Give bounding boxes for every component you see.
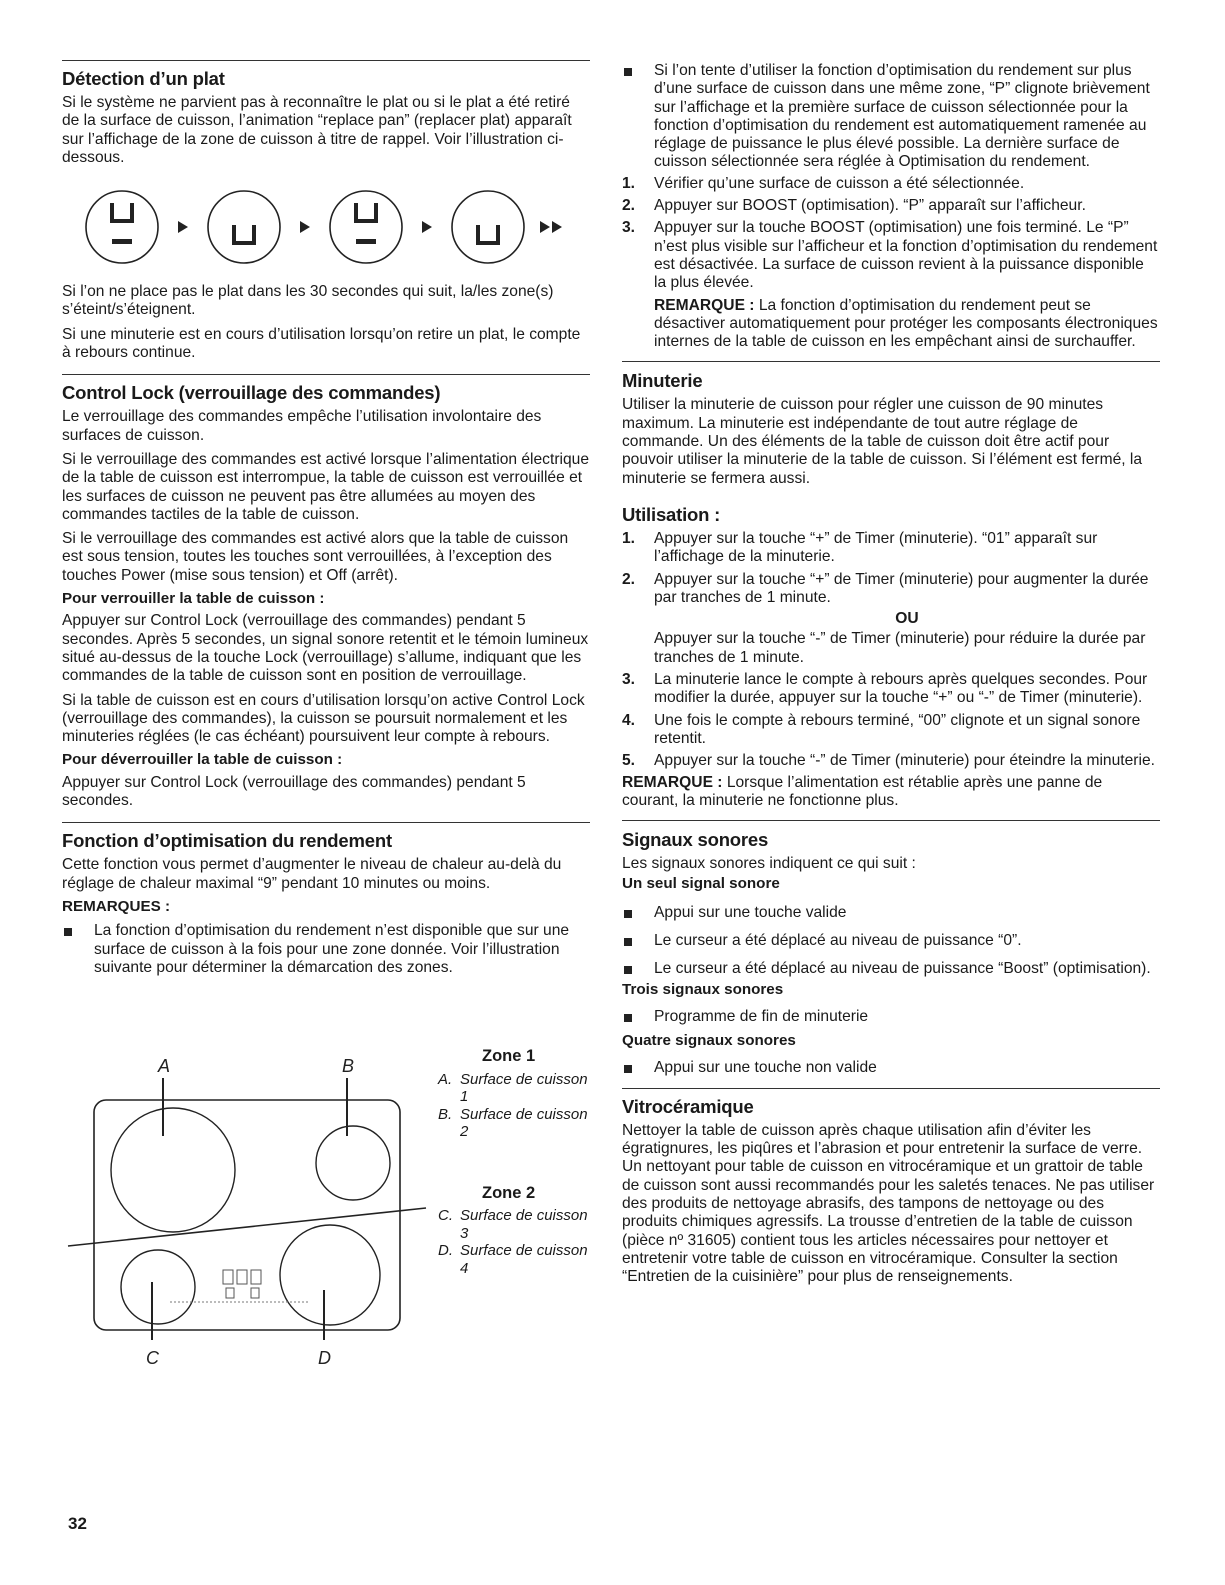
page-number: 32 bbox=[68, 1514, 87, 1533]
lock-paragraph-5: Si la table de cuisson est en cours d’utilisation lorsqu’on active Control Lock (verrouillage des commandes), la cuisson se poursuit normalement et les minuteries réglées (le cas échéant) poursuivent leur compte à rebours. bbox=[62, 691, 585, 746]
zone2-title: Zone 2 bbox=[482, 1183, 536, 1202]
pan-icon-3 bbox=[330, 191, 402, 263]
zone-divider bbox=[68, 1208, 426, 1246]
minuterie-paragraph: Utiliser la minuterie de cuisson pour régler une cuisson de 90 minutes maximum. La minuterie est indépendante de tout autre réglage de commande. Un des éléments de la table de cuisson doit être actif pour pouvoir utiliser la minuterie de la table de cuisson. Si l’élément est fermé, la minuterie se fermera aussi. bbox=[622, 396, 1143, 487]
boost-paragraph: Cette fonction vous permet d’augmenter le niveau de chaleur au-delà du réglage de chaleur maximal “9” pendant 10 minutes ou moins. bbox=[62, 856, 562, 892]
pan-icon-2 bbox=[208, 191, 280, 263]
control-display bbox=[223, 1270, 233, 1284]
heading-detection: Détection d’un plat bbox=[62, 68, 225, 89]
section-divider bbox=[622, 1088, 1160, 1089]
legend-item: C. Surface de cuisson 3 bbox=[438, 1207, 588, 1242]
burner-2 bbox=[316, 1126, 390, 1200]
list-item: Le curseur a été déplacé au niveau de puissance “0”. bbox=[622, 932, 1160, 950]
burner-4 bbox=[280, 1225, 380, 1325]
arrow-icon bbox=[300, 221, 310, 233]
detection-paragraph-3: Si une minuterie est en cours d’utilisation lorsqu’on retire un plat, le compte à rebours continue. bbox=[62, 325, 581, 362]
legend-item: A. Surface de cuisson 1 bbox=[438, 1070, 588, 1105]
list-item: Appui sur une touche non valide bbox=[622, 1059, 1160, 1077]
step-alt: Appuyer sur la touche “-” de Timer (minuterie) pour réduire la durée par tranches de 1 minute. bbox=[654, 630, 1146, 666]
section-divider bbox=[62, 374, 590, 375]
four-beep-heading: Quatre signaux sonores bbox=[622, 1032, 796, 1050]
step: 5. Appuyer sur la touche “-” de Timer (minuterie) pour éteindre la minuterie. bbox=[622, 752, 1155, 770]
label-c: C bbox=[146, 1348, 159, 1368]
step: 1. Vérifier qu’une surface de cuisson a été sélectionnée. bbox=[622, 174, 1025, 192]
unlock-subheading: Pour déverrouiller la table de cuisson : bbox=[62, 751, 343, 769]
replace-pan-animation bbox=[62, 181, 590, 273]
detection-paragraph-1: Si le système ne parvient pas à reconnaître le plat ou si le plat a été retiré de la surface de cuisson, l’animation “replace pan” (replacer plat) apparaît sur l’affichage de la zone de cuisson à titre de rappel. Voir l’illustration ci-dessous. bbox=[62, 94, 572, 166]
boost-steps bbox=[622, 175, 1160, 293]
label-b: B bbox=[342, 1056, 355, 1076]
timer-steps bbox=[622, 530, 1160, 771]
zone1-title: Zone 1 bbox=[482, 1047, 536, 1065]
arrow-icon bbox=[422, 221, 432, 233]
section-divider bbox=[62, 60, 590, 61]
cooktop-zone-diagram bbox=[60, 1050, 430, 1380]
lock-paragraph-4: Appuyer sur Control Lock (verrouillage des commandes) pendant 5 secondes. Après 5 secondes, un signal sonore retentit et le témoin lumineux situé au-dessus de la touche Lock (verrouillage) s’allume, indiquant que les commandes de la table de cuisson sont en position de verrouillage. bbox=[62, 612, 589, 685]
left-column bbox=[62, 60, 590, 977]
remarques-heading: REMARQUES : bbox=[62, 897, 171, 915]
burner-1 bbox=[111, 1108, 235, 1232]
three-beep-heading: Trois signaux sonores bbox=[622, 980, 784, 998]
boost-notes-list bbox=[622, 62, 1160, 172]
right-column bbox=[622, 62, 1160, 1286]
step: 1. Appuyer sur la touche “+” de Timer (minuterie). “01” apparaît sur l’affichage de la minuterie. bbox=[622, 529, 1098, 566]
legend-item: D. Surface de cuisson 4 bbox=[438, 1242, 588, 1277]
heading-boost: Fonction d’optimisation du rendement bbox=[62, 830, 392, 852]
step: 4. Une fois le compte à rebours terminé, “00” clignote et un signal sonore retentit. bbox=[622, 711, 1141, 747]
list-item: Si l’on tente d’utiliser la fonction d’optimisation du rendement sur plus d’une surface de cuisson dans une même zone, “P” clignote brièvement sur l’affichage et la première surface de cuisson sélectionnée pour la fonction d’optimisation du rendement est automatiquement ramenée au réglage de puissance le plus élevé possible. La dernière surface de cuisson sélectionnée sera réglée à Optimisation du rendement. bbox=[622, 62, 1160, 172]
one-beep-heading: Un seul signal sonore bbox=[622, 875, 780, 893]
heading-vitroceramique: Vitrocéramique bbox=[622, 1095, 754, 1117]
vitro-paragraph: Nettoyer la table de cuisson après chaque utilisation afin d’éviter les égratignures, les piqûres et l’abrasion et pour entretenir la surface de verre. Un nettoyant pour table de cuisson en vitrocéramique et un grattoir de table de cuisson sont aussi recommandés pour les saletés tenaces. Ne pas utiliser des produits de nettoyage abrasifs, des tampons de nettoyage ou des produits chimiques agressifs. La trousse d’entretien de la table de cuisson (pièce nº 31605) contient tous les articles nécessaires pour nettoyer et entretenir votre table de cuisson en vitrocéramique. Consulter la section “Entretien de la cuisinière” pour plus de renseignements. bbox=[622, 1121, 1155, 1286]
zone-legend bbox=[438, 1048, 588, 1277]
burner-3 bbox=[121, 1250, 195, 1324]
heading-control-lock: Control Lock (verrouillage des commandes) bbox=[62, 382, 441, 404]
section-divider bbox=[622, 361, 1160, 362]
pan-icon-1 bbox=[86, 191, 158, 263]
label-d: D bbox=[318, 1348, 331, 1368]
unlock-paragraph: Appuyer sur Control Lock (verrouillage des commandes) pendant 5 secondes. bbox=[62, 773, 526, 810]
one-beep-list bbox=[622, 904, 1160, 979]
double-arrow-icon bbox=[540, 221, 550, 233]
remarques-list bbox=[62, 922, 590, 977]
signaux-intro: Les signaux sonores indiquent ce qui suit : bbox=[622, 855, 916, 873]
lock-subheading: Pour verrouiller la table de cuisson : bbox=[62, 590, 325, 608]
lock-paragraph-3: Si le verrouillage des commandes est activé alors que la table de cuisson est sous tension, toutes les touches sont verrouillées, à l’exception des touches Power (mise sous tension) et Off (arrêt). bbox=[62, 530, 569, 584]
lock-paragraph-2: Si le verrouillage des commandes est activé lorsque l’alimentation électrique de la table de cuisson est interrompue, la table de cuisson est verrouillée et les surfaces de cuisson ne peuvent pas être allumées au moyen des commandes tactiles de la table de cuisson. bbox=[62, 450, 589, 523]
boost-remarque: REMARQUE : La fonction d’optimisation du rendement peut se désactiver automatiquement pour protéger les composants électroniques internes de la table de cuisson en les empêchant ainsi de surchauffer. bbox=[654, 296, 1158, 351]
heading-signaux: Signaux sonores bbox=[622, 829, 769, 851]
list-item: La fonction d’optimisation du rendement n’est disponible que sur une surface de cuisson à la fois pour une zone donnée. Voir l’illustration suivante pour déterminer la démarcation des zones. bbox=[62, 922, 590, 977]
legend-item: B. Surface de cuisson 2 bbox=[438, 1105, 588, 1140]
step: 2. Appuyer sur BOOST (optimisation). “P” apparaît sur l’afficheur. bbox=[622, 197, 1086, 215]
list-item: Programme de fin de minuterie bbox=[622, 1008, 1160, 1026]
arrow-icon bbox=[178, 221, 188, 233]
timer-remarque: REMARQUE : Lorsque l’alimentation est rétablie après une panne de courant, la minuterie ne fonctionne plus. bbox=[622, 773, 1103, 809]
lock-paragraph-1: Le verrouillage des commandes empêche l’utilisation involontaire des surfaces de cuisson. bbox=[62, 408, 542, 444]
label-a: A bbox=[158, 1056, 171, 1076]
three-beep-list bbox=[622, 1008, 1160, 1026]
heading-minuterie: Minuterie bbox=[622, 370, 703, 392]
step: 2. Appuyer sur la touche “+” de Timer (minuterie) pour augmenter la durée par tranches de 1 minute. OU Appuyer sur la touche “-” de Timer (minuterie) pour réduire la durée par tranches de 1 minute. bbox=[622, 571, 1160, 667]
list-item: Le curseur a été déplacé au niveau de puissance “Boost” (optimisation). bbox=[622, 960, 1160, 978]
section-divider bbox=[62, 822, 590, 823]
section-divider bbox=[622, 820, 1160, 821]
step: 3. Appuyer sur la touche BOOST (optimisation) une fois terminé. Le “P” n’est plus visible sur l’afficheur et la fonction d’optimisation du rendement est désactivée. La surface de cuisson revient à la puissance disponible la plus élevée. bbox=[622, 219, 1158, 292]
heading-utilisation: Utilisation : bbox=[622, 503, 721, 525]
or-separator: OU bbox=[895, 610, 919, 628]
step: 3. La minuterie lance le compte à rebours après quelques secondes. Pour modifier la durée, appuyer sur la touche “+” ou “-” de Timer (minuterie). bbox=[622, 671, 1148, 707]
detection-paragraph-2: Si l’on ne place pas le plat dans les 30 secondes qui suit, la/les zone(s) s’éteint/s’éteignent. bbox=[62, 283, 554, 319]
list-item: Appui sur une touche valide bbox=[622, 904, 1160, 922]
pan-icon-4 bbox=[452, 191, 524, 263]
four-beep-list bbox=[622, 1059, 1160, 1077]
